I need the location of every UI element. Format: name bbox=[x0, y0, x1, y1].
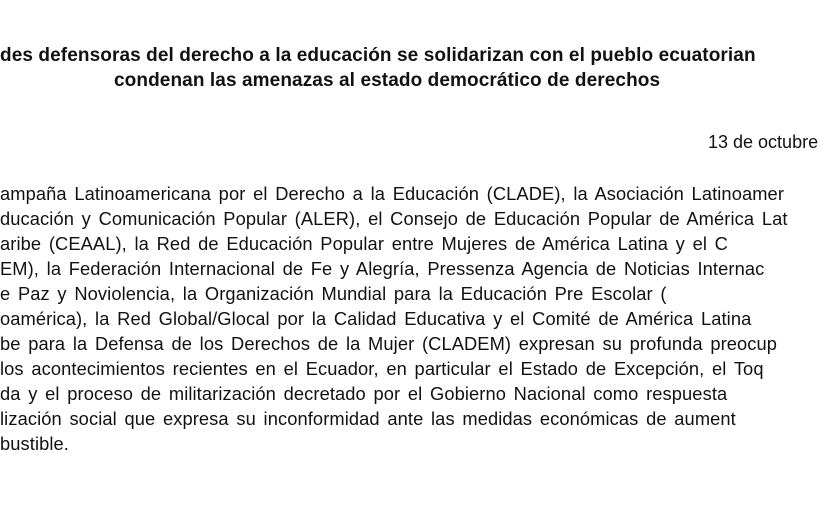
body-line-4: EM), la Federación Internacional de Fe y Alegría, Pressenza Agencia de Noticias Internac bbox=[0, 258, 765, 279]
body-line-6: oamérica), la Red Global/Glocal por la Calidad Educativa y el Comité de América Latina bbox=[0, 308, 752, 329]
document-title-line-1: des defensoras del derecho a la educación se solidarizan con el pueblo ecuatorian bbox=[0, 45, 756, 66]
body-line-2: ducación y Comunicación Popular (ALER), el Consejo de Educación Popular de América Lat bbox=[0, 208, 788, 229]
body-line-9: da y el proceso de militarización decretado por el Gobierno Nacional como respuesta bbox=[0, 383, 728, 404]
document-title-line-2: condenan las amenazas al estado democrático de derechos bbox=[114, 70, 661, 91]
body-line-11: bustible. bbox=[0, 433, 69, 454]
body-line-10: lización social que expresa su inconformidad ante las medidas económicas de aument bbox=[0, 408, 736, 429]
body-line-1: ampaña Latinoamericana por el Derecho a la Educación (CLADE), la Asociación Latinoamer bbox=[0, 183, 785, 204]
body-line-5: e Paz y Noviolencia, la Organización Mundial para la Educación Pre Escolar ( bbox=[0, 283, 667, 304]
document-date: 13 de octubre bbox=[708, 132, 819, 152]
body-line-8: los acontecimientos recientes en el Ecuador, en particular el Estado de Excepción, el Toq bbox=[0, 358, 764, 379]
body-line-7: be para la Defensa de los Derechos de la Mujer (CLADEM) expresan su profunda preocup bbox=[0, 333, 778, 354]
body-line-3: aribe (CEAAL), la Red de Educación Popular entre Mujeres de América Latina y el C bbox=[0, 233, 728, 254]
